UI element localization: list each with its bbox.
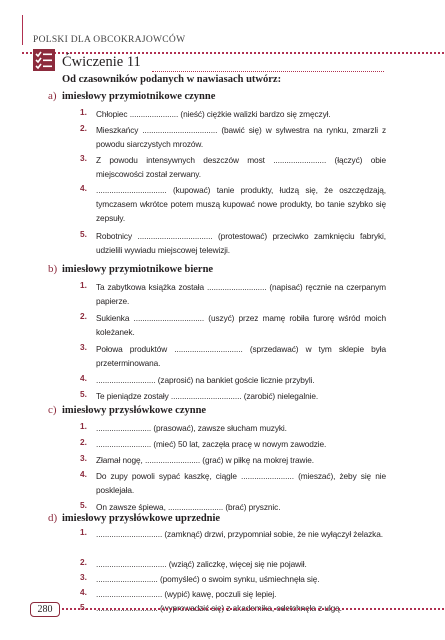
item-text: .............................. (wypić) kawę, poczuli się lepiej. [96,589,277,599]
section-d-letter: d) [48,512,58,524]
list-item [82,557,386,571]
item-number: 5. [80,500,87,510]
list-item [82,572,386,586]
item-number: 2. [80,557,87,567]
list-item [82,107,386,121]
item-number: 4. [80,469,87,479]
item-text: Ta zabytkowa książka została ........................... (napisać) ręcznie na czerpanym papierze. [96,282,386,306]
item-text: ................................ (wziąć) zaliczkę, więcej się nie pojawił. [96,559,307,569]
list-item [82,153,386,181]
section-a-title: imiesłowy przymiotnikowe czynne [62,91,216,102]
page-number-box [30,602,60,617]
item-text: Te pieniądze zostały ................................ (zarobić) nielegalnie. [96,391,319,401]
item-number: 2. [80,311,87,321]
header-divider [22,15,23,45]
list-item [82,373,386,387]
item-text: Do zupy powoli sypać kaszkę, ciągle ........................ (mieszać), żeby się nie posklejała. [96,471,386,495]
item-text: ......................... (mieć) 50 lat, zaczęła pracę w nowym zawodzie. [96,439,327,449]
list-item [82,587,386,601]
item-text: Z powodu intensywnych deszczów most ........................ (łączyć) obie miejscowości został zerwany. [96,155,386,179]
item-text: Mieszkańcy .................................. (bawić się) w sylwestra na rynku, zmarzli z powodu siarczystych mrozów. [96,125,386,149]
list-item [82,229,386,257]
item-text: ........................... (zaprosić) na bankiet goście licznie przybyli. [96,375,315,385]
running-header-title: POLSKI DLA OBCOKRAJOWCÓW [33,35,186,45]
checklist-icon [33,49,55,71]
list-item [82,453,386,467]
exercise-title-dotted-rule [152,71,384,72]
item-text: .............................. (zamknąć) drzwi, przypomniał sobie, że nie wyłączył żelazka. [96,529,383,539]
item-text: Robotnicy .................................. (protestować) przeciwko zamknięciu fabryki, udzielili wywiadu miejscowej telewizji. [96,231,386,255]
item-number: 2. [80,123,87,133]
item-number: 4. [80,587,87,597]
item-number: 1. [80,280,87,290]
item-number: 3. [80,453,87,463]
list-item [82,421,386,435]
page-number: 280 [37,604,53,615]
item-number: 2. [80,437,87,447]
section-d-title: imiesłowy przysłówkowe uprzednie [62,513,221,524]
section-c-letter: c) [48,404,57,416]
item-text: Połowa produktów ............................... (sprzedawać) w tym sklepie była przeterminowana. [96,344,386,368]
item-number: 4. [80,373,87,383]
item-text: ............................ (pomyśleć) o swoim synku, uśmiechnęła się. [96,574,320,584]
item-number: 1. [80,421,87,431]
item-number: 1. [80,107,87,117]
item-text: On zawsze śpiewa, ......................... (brać) prysznic. [96,502,281,512]
exercise-title: Ćwiczenie 11 [62,54,141,70]
section-c-title: imiesłowy przysłówkowe czynne [62,405,207,416]
section-b-title: imiesłowy przymiotnikowe bierne [62,264,214,275]
list-item [82,500,386,514]
list-item [82,437,386,451]
footer-dotted-rule [62,608,444,610]
list-item [82,183,386,225]
item-number: 3. [80,153,87,163]
item-number: 1. [80,527,87,537]
list-item [82,527,386,541]
item-text: ............................ (wyprowadzić się) z akademika, odetchnęła z ulgą. [96,603,342,613]
list-item [82,389,386,403]
item-number: 3. [80,342,87,352]
item-number: 5. [80,229,87,239]
item-text: Sukienka ................................ (uszyć) przez mamę robiła furorę wśród moich koleżanek. [96,313,386,337]
item-number: 3. [80,572,87,582]
list-item [82,123,386,151]
item-number: 5. [80,389,87,399]
list-item [82,469,386,497]
list-item [82,280,386,308]
item-text: ......................... (prasować), zawsze słucham muzyki. [96,423,287,433]
item-number: 5. [80,602,87,612]
item-number: 4. [80,183,87,193]
running-header [22,15,444,45]
item-text: Złamał nogę, ......................... (grać) w piłkę na mokrej trawie. [96,455,314,465]
section-a-letter: a) [48,90,57,102]
list-item [82,311,386,339]
list-item [82,342,386,370]
section-b-letter: b) [48,263,58,275]
item-text: Chłopiec ...................... (nieść) ciężkie walizki bardzo się zmęczył. [96,109,331,119]
exercise-instruction: Od czasowników podanych w nawiasach utwórz: [62,74,282,85]
item-text: ................................ (kupować) tanie produkty, łudzą się, że oszczędzają, tymczasem wkrótce potem muszą kupować nowe produkty, bo tanie szybko się zepsuły. [96,185,386,223]
